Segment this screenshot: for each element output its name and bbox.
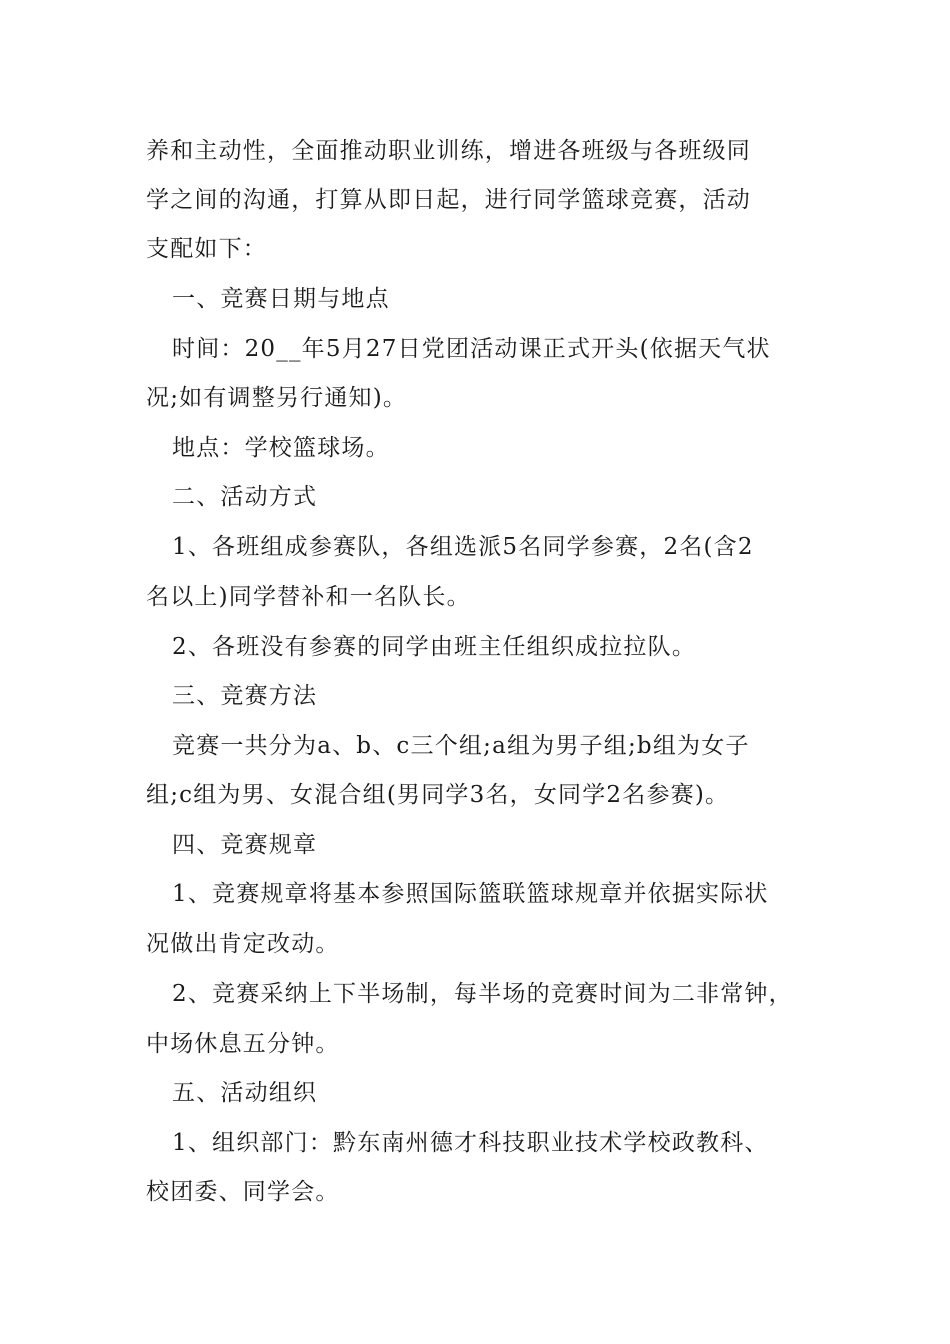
paragraph-line: 中场休息五分钟。 — [146, 1031, 340, 1057]
paragraph-line: 2、各班没有参赛的同学由班主任组织成拉拉队。 — [172, 634, 697, 660]
section-heading: 三、竞赛方法 — [172, 683, 318, 709]
section-heading: 二、活动方式 — [172, 484, 318, 510]
paragraph-line: 名以上)同学替补和一名队长。 — [146, 584, 471, 610]
paragraph-line: 竞赛一共分为a、b、c三个组;a组为男子组;b组为女子 — [172, 733, 750, 759]
section-heading: 一、竞赛日期与地点 — [172, 286, 390, 312]
paragraph-line: 支配如下： — [146, 236, 267, 262]
section-heading: 四、竞赛规章 — [172, 832, 318, 858]
paragraph-line: 况;如有调整另行通知)。 — [146, 385, 408, 411]
paragraph-line: 1、组织部门：黔东南州德才科技职业技术学校政教科、 — [172, 1130, 769, 1156]
paragraph-line: 况做出肯定改动。 — [146, 931, 340, 957]
paragraph-line: 校团委、同学会。 — [146, 1179, 340, 1205]
paragraph-line: 时间：20__年5月27日党团活动课正式开头(依据天气状 — [172, 336, 771, 362]
paragraph-line: 1、竞赛规章将基本参照国际篮联篮球规章并依据实际状 — [172, 881, 769, 907]
paragraph-line: 组;c组为男、女混合组(男同学3名，女同学2名参赛)。 — [146, 782, 730, 808]
paragraph-line: 2、竞赛采纳上下半场制，每半场的竞赛时间为二非常钟， — [172, 981, 793, 1007]
paragraph-line: 学之间的沟通，打算从即日起，进行同学篮球竞赛，活动 — [146, 187, 751, 213]
section-heading: 五、活动组织 — [172, 1080, 318, 1106]
paragraph-line: 地点：学校篮球场。 — [172, 435, 390, 461]
paragraph-line: 1、各班组成参赛队，各组选派5名同学参赛，2名(含2 — [172, 534, 754, 560]
paragraph-line: 养和主动性，全面推动职业训练，增进各班级与各班级同 — [146, 138, 751, 164]
